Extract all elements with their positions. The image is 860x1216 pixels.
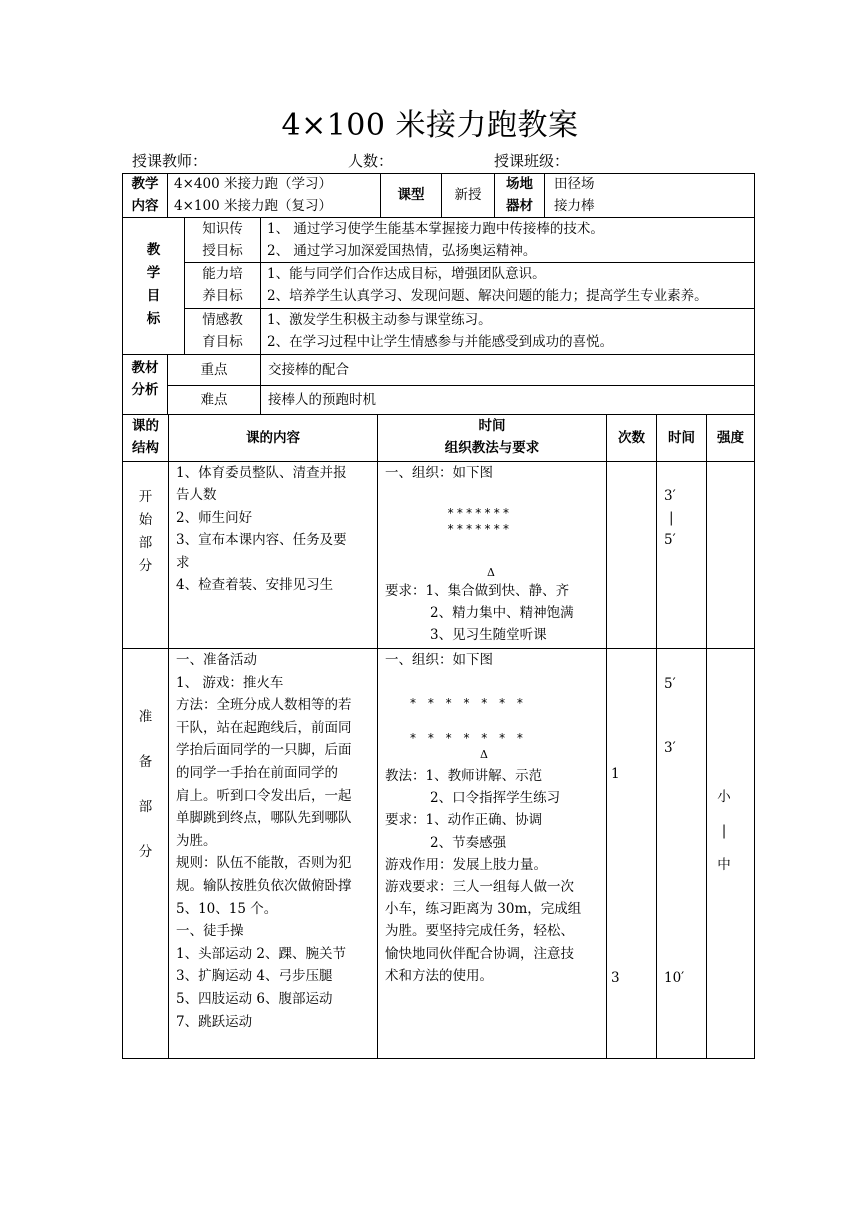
ability-goals: 1、能与同学们合作达成目标，增强团队意识。 2、培养学生认真学习、发现问题、解决问题的能力；提高学生专业素养。 [267, 266, 708, 304]
start-requirements: 要求：1、集合做到快、静、齐 2、精力集中、精神饱满 3、见习生随堂听课 [385, 583, 574, 643]
lesson-type-value: 新授 [454, 187, 482, 203]
page-title: 4×100 米接力跑教案 [281, 108, 579, 143]
start-organization: 一、组织：如下图 [385, 465, 493, 481]
teaching-content-label: 教学 内容 [131, 176, 159, 214]
key-point-label: 重点 [200, 362, 228, 378]
teaching-content: 4×400 米接力跑（学习） 4×100 米接力跑（复习） [174, 176, 332, 214]
start-teacher-marker: Δ [487, 566, 495, 579]
emotion-goal-label: 情感教 育目标 [202, 312, 243, 350]
ability-goal-label: 能力培 养目标 [202, 266, 243, 304]
prep-method: 教法：1、教师讲解、示范 2、口令指挥学生练习 要求：1、动作正确、协调 2、节奏感强 游戏作用：发展上肢力量。 游戏要求：三人一组每人做一次 小车，练习距离为 30m，完成组 为胜。要坚持完成任务，轻松、 愉快地同伙伴配合协调，注意技 术和方法的使用。 [385, 768, 582, 984]
start-content: 1、体育委员整队、清查并报 告人数 2、师生问好 3、宣布本课内容、任务及要 求 4、检查着装、安排见习生 [176, 465, 347, 594]
structure-header: 课的 结构 [132, 418, 159, 456]
prep-times-1: 1 [611, 766, 620, 782]
times-header: 次数 [618, 430, 645, 446]
venue-equipment: 田径场 接力棒 [554, 176, 595, 214]
method-header: 时间 组织教法与要求 [444, 418, 540, 456]
prep-teacher-marker: Δ [480, 748, 488, 761]
difficulty: 接棒人的预跑时机 [268, 392, 376, 408]
start-time: 3′ | 5′ [664, 488, 676, 548]
goals-label: 教 学 目 标 [146, 242, 161, 327]
prep-intensity: 小 | 中 [717, 789, 731, 873]
content-header: 课的内容 [246, 430, 300, 446]
prep-section-label: 准 备 部 分 [138, 709, 153, 860]
prep-organization: 一、组织：如下图 [385, 652, 493, 668]
prep-time-3: 10′ [664, 970, 685, 986]
prep-formation-row-2: * * * * * * * [410, 731, 523, 745]
start-formation-row-1: ******* [447, 506, 512, 520]
difficulty-label: 难点 [200, 392, 228, 408]
prep-time-1: 5′ [664, 676, 676, 692]
analysis-label: 教材 分析 [131, 360, 159, 398]
time-header: 时间 [668, 430, 695, 446]
class-label: 授课班级： [494, 152, 570, 170]
prep-times-2: 3 [611, 970, 620, 986]
knowledge-goal-label: 知识传 授目标 [202, 221, 243, 259]
student-count-label: 人数： [348, 152, 394, 170]
venue-label: 场地 器材 [506, 176, 533, 214]
intensity-header: 强度 [717, 430, 744, 446]
start-section-label: 开 始 部 分 [138, 489, 153, 574]
prep-formation-row-1: * * * * * * * [410, 696, 523, 710]
teacher-label: 授课教师： [132, 152, 208, 170]
emotion-goals: 1、激发学生积极主动参与课堂练习。 2、在学习过程中让学生情感参与并能感受到成功的喜悦。 [267, 312, 614, 350]
lesson-type-label: 课型 [397, 187, 425, 203]
key-point: 交接棒的配合 [268, 362, 349, 378]
prep-time-2: 3′ [664, 740, 676, 756]
start-formation-row-2: ******* [447, 522, 512, 536]
prep-content: 一、准备活动 1、 游戏：推火车 方法：全班分成人数相等的若 干队，站在起跑线后，前面同 学抬后面同学的一只脚，后面 的同学一手抬在前面同学的 肩上。听到口令发出后，一起 单脚跳到终点，哪队先到哪队 为胜。 规则：队伍不能散，否则为犯 规。输队按胜负依次做俯卧撑 5、10、15 个。 一、徒手操 1、头部运动 2、踝、腕关节 3、扩胸运动 4、弓步压腿 5、四肢运动 6、腹部运动 7、跳跃运动 [176, 652, 352, 1030]
knowledge-goals: 1、 通过学习使学生能基本掌握接力跑中传接棒的技术。 2、 通过学习加深爱国热情，弘扬奥运精神。 [267, 221, 604, 259]
